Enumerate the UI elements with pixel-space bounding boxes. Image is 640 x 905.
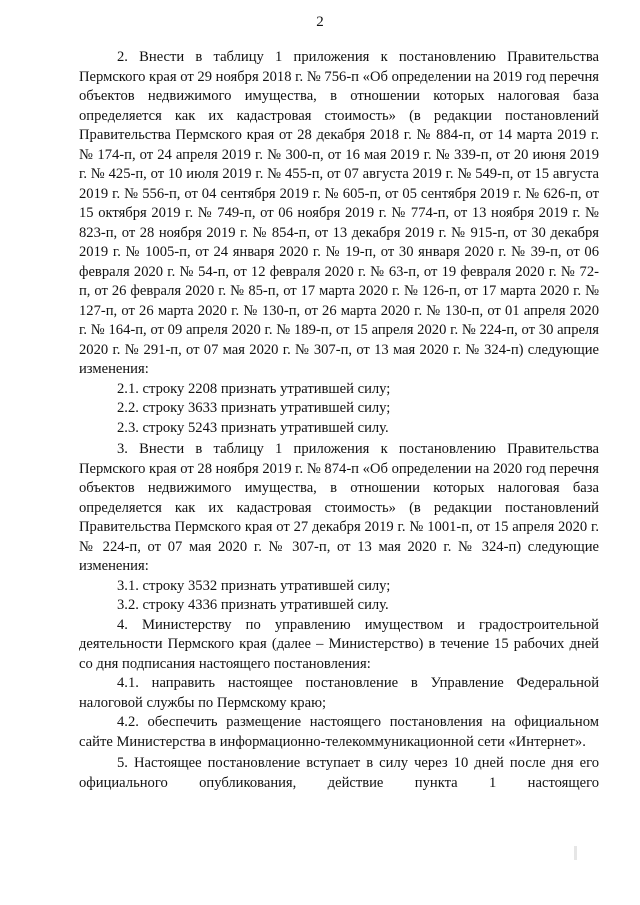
subparagraph-4-1: 4.1. направить настоящее постановление в Управление Федеральной налоговой службы по Пермскому краю; bbox=[79, 675, 599, 711]
subparagraph-2-1: 2.1. строку 2208 признать утратившей силу; bbox=[117, 380, 391, 397]
paragraph-item-5: 5. Настоящее постановление вступает в силу через 10 дней после дня его официального опубликования, действие пункта 1 настоящего bbox=[79, 755, 599, 791]
subparagraph-4-2: 4.2. обеспечить размещение настоящего постановления на официальном сайте Министерства в информационно-телекоммуникационной сети «Интернет». bbox=[79, 714, 599, 750]
paragraph-item-3: 3. Внести в таблицу 1 приложения к постановлению Правительства Пермского края от 28 ноября 2019 г. № 874-п «Об определении на 2020 год перечня объектов недвижимого имущества, в отношении которых налоговая база определяется как их кадастровая стоимость» (в редакции постановлений Правительства Пермского края от 27 декабря 2019 г. № 1001-п, от 15 апреля 2020 г. № 224-п, от 07 мая 2020 г. № 307-п, от 13 мая 2020 г. № 324-п) следующие изменения: bbox=[79, 441, 599, 574]
subparagraph-2-2: 2.2. строку 3633 признать утратившей силу; bbox=[117, 400, 391, 416]
page-number: 2 bbox=[316, 14, 324, 30]
subparagraph-3-2: 3.2. строку 4336 признать утратившей силу. bbox=[117, 597, 389, 613]
paragraph-item-2: 2. Внести в таблицу 1 приложения к постановлению Правительства Пермского края от 29 ноября 2018 г. № 756-п «Об определении на 2019 год перечня объектов недвижимого имущества, в отношении которых налоговая база определяется как их кадастровая стоимость» (в редакции постановлений Правительства Пермского края от 28 декабря 2018 г. № 884-п, от 14 марта 2019 г. № 174-п, от 24 апреля 2019 г. № 300-п, от 16 мая 2019 г. № 339-п, от 20 июня 2019 г. № 425-п, от 10 июля 2019 г. № 455-п, от 07 августа 2019 г. № 549-п, от 15 августа 2019 г. № 556-п, от 04 сентября 2019 г. № 605-п, от 05 сентября 2019 г. № 626-п, от 15 октября 2019 г. № 749-п, от 06 ноября 2019 г. № 774-п, от 13 ноября 2019 г. № 823-п, от 28 ноября 2019 г. № 854-п, от 13 декабря 2019 г. № 915-п, от 30 декабря 2019 г. № 1005-п, от 24 января 2020 г. № 19-п, от 30 января 2020 г. № 39-п, от 06 февраля 2020 г. № 54-п, от 12 февраля 2020 г. № 63-п, от 19 февраля 2020 г. № 72-п, от 26 февраля 2020 г. № 85-п, от 17 марта 2020 г. № 126-п, от 17 марта 2020 г. № 127-п, от 26 марта 2020 г. № 130-п, от 26 марта 2020 г. № 130-п, от 01 апреля 2020 г. № 164-п, от 09 апреля 2020 г. № 189-п, от 15 апреля 2020 г. № 224-п, от 30 апреля 2020 г. № 291-п, от 07 мая 2020 г. № 307-п, от 13 мая 2020 г. № 324-п) следующие изменения: bbox=[79, 49, 599, 377]
document-body bbox=[79, 48, 599, 793]
subparagraph-2-3: 2.3. строку 5243 признать утратившей силу. bbox=[117, 419, 389, 436]
scan-artifact bbox=[574, 846, 577, 860]
paragraph-item-4: 4. Министерству по управлению имуществом и градостроительной деятельности Пермского края (далее – Министерство) в течение 15 рабочих дней со дня подписания настоящего постановления: bbox=[79, 616, 599, 672]
subparagraph-3-1: 3.1. строку 3532 признать утратившей силу; bbox=[117, 577, 391, 594]
